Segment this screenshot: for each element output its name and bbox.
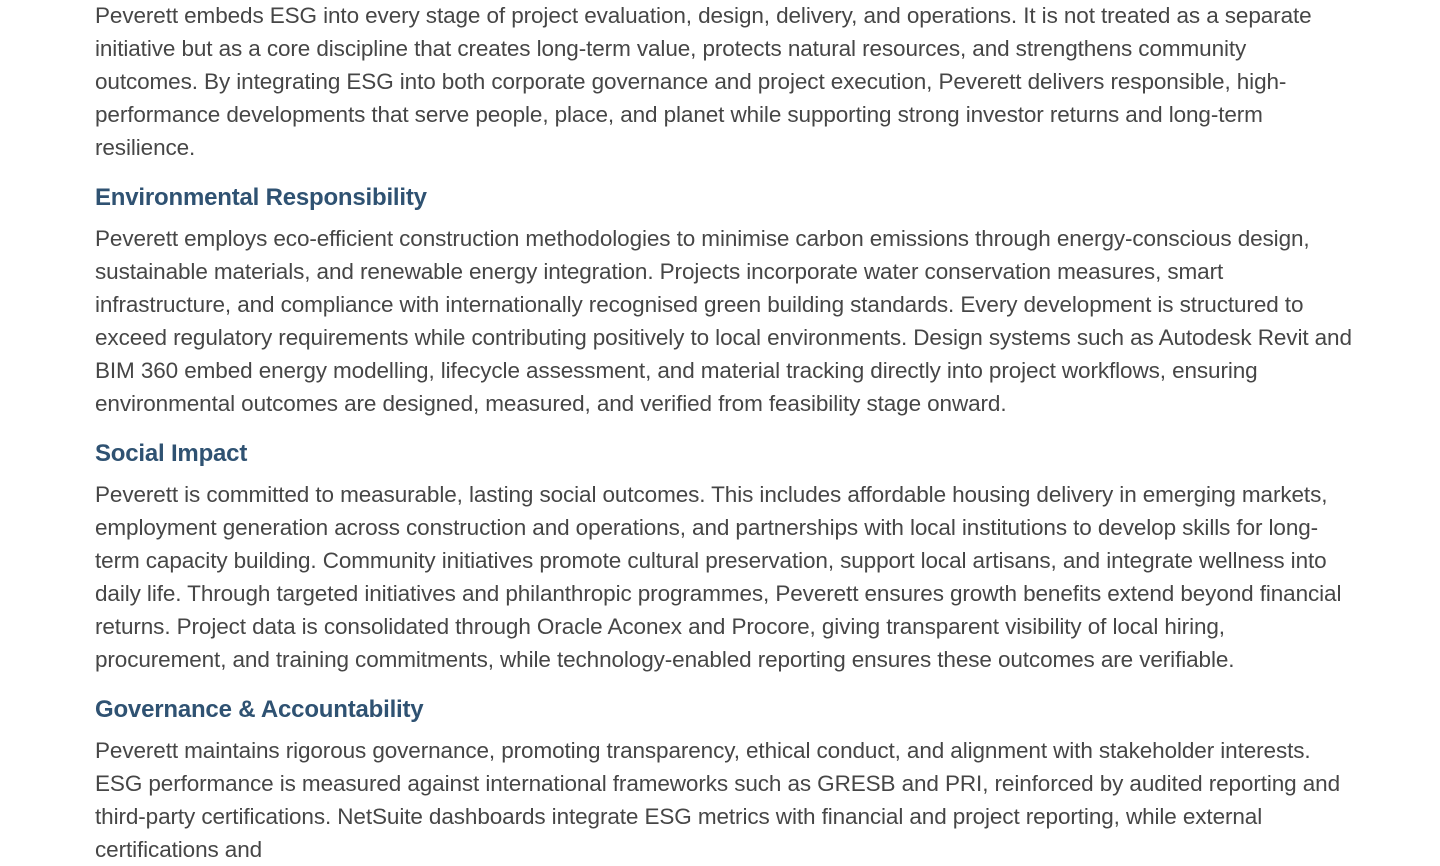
governance-paragraph: Peverett maintains rigorous governance, promoting transparency, ethical conduct, and alignment with stakeholder interests. ESG performance is measured against international frameworks such as GRESB and PRI, reinforced by audited reporting and third-party certifications. NetSuite dashboards integrate ESG metrics with financial and project reporting, while external certifications and [95, 738, 1340, 862]
governance-heading: Governance & Accountability [95, 696, 424, 723]
environmental-heading: Environmental Responsibility [95, 184, 427, 211]
intro-paragraph: Peverett embeds ESG into every stage of project evaluation, design, delivery, and operations. It is not treated as a separate initiative but as a core discipline that creates long-term value, protects natural resources, and strengthens community outcomes. By integrating ESG into both corporate governance and project execution, Peverett delivers responsible, high-performance developments that serve people, place, and planet while supporting strong investor returns and long-term resilience. [95, 3, 1312, 160]
esg-document [95, 0, 1355, 866]
environmental-paragraph: Peverett employs eco-efficient construction methodologies to minimise carbon emissions through energy-conscious design, sustainable materials, and renewable energy integration. Projects incorporate water conservation measures, smart infrastructure, and compliance with internationally recognised green building standards. Every development is structured to exceed regulatory requirements while contributing positively to local environments. Design systems such as Autodesk Revit and BIM 360 embed energy modelling, lifecycle assessment, and material tracking directly into project workflows, ensuring environmental outcomes are designed, measured, and verified from feasibility stage onward. [95, 226, 1352, 416]
social-paragraph: Peverett is committed to measurable, lasting social outcomes. This includes affordable housing delivery in emerging markets, employment generation across construction and operations, and partnerships with local institutions to develop skills for long-term capacity building. Community initiatives promote cultural preservation, support local artisans, and integrate wellness into daily life. Through targeted initiatives and philanthropic programmes, Peverett ensures growth benefits extend beyond financial returns. Project data is consolidated through Oracle Aconex and Procore, giving transparent visibility of local hiring, procurement, and training commitments, while technology-enabled reporting ensures these outcomes are verifiable. [95, 482, 1342, 672]
social-heading: Social Impact [95, 440, 248, 467]
